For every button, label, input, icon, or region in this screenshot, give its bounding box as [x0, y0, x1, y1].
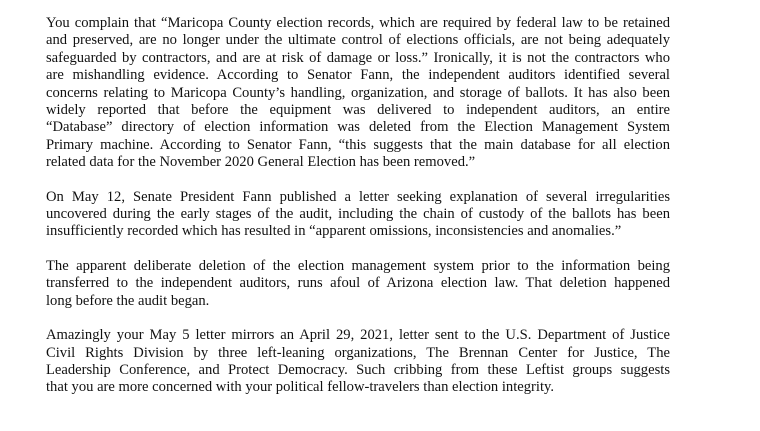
text-line: safeguarded by contractors, and are at risk of damage or loss.” Ironically, it is not the contractors who — [46, 49, 670, 66]
paragraph-may-5-letter — [46, 327, 670, 397]
text-line: On May 12, Senate President Fann published a letter seeking explanation of several irregularities — [46, 188, 670, 205]
text-line: uncovered during the early stages of the audit, including the chain of custody of the ballots has been — [46, 206, 670, 223]
paragraph-deletion — [46, 258, 670, 310]
text-line: The apparent deliberate deletion of the election management system prior to the information being — [46, 257, 670, 274]
text-line: You complain that “Maricopa County election records, which are required by federal law to be retained — [46, 15, 670, 31]
text-line: Primary machine. According to Senator Fann, “this suggests that the main database for all election — [46, 136, 670, 153]
text-line: widely reported that before the equipment was delivered to independent auditors, an entire — [46, 102, 670, 119]
text-line: concerns relating to Maricopa County’s handling, organization, and storage of ballots. It has also been — [46, 84, 670, 101]
text-line: Civil Rights Division by three left-leaning organizations, The Brennan Center for Justice, The — [46, 344, 670, 361]
text-line: are mishandling evidence. According to Senator Fann, the independent auditors identified several — [46, 67, 670, 84]
document-body — [46, 15, 670, 414]
text-line: insufficiently recorded which has resulted in “apparent omissions, inconsistencies and anomalies.” — [46, 223, 622, 240]
text-line: “Database” directory of election information was deleted from the Election Management System — [46, 119, 670, 136]
text-line: long before the audit began. — [46, 292, 210, 309]
text-line: Leadership Conference, and Protect Democracy. Such cribbing from these Leftist groups suggests — [46, 361, 670, 378]
text-line: that you are more concerned with your political fellow-travelers than election integrity. — [46, 379, 555, 396]
text-line: transferred to the independent auditors, runs afoul of Arizona election law. That deletion happened — [46, 275, 670, 292]
text-line: related data for the November 2020 General Election has been removed.” — [46, 154, 476, 171]
text-line: Amazingly your May 5 letter mirrors an April 29, 2021, letter sent to the U.S. Department of Justice — [46, 327, 670, 344]
paragraph-complaint — [46, 15, 670, 172]
paragraph-fann-letter — [46, 189, 670, 241]
text-line: and preserved, are no longer under the ultimate control of elections officials, are not being adequately — [46, 32, 670, 49]
